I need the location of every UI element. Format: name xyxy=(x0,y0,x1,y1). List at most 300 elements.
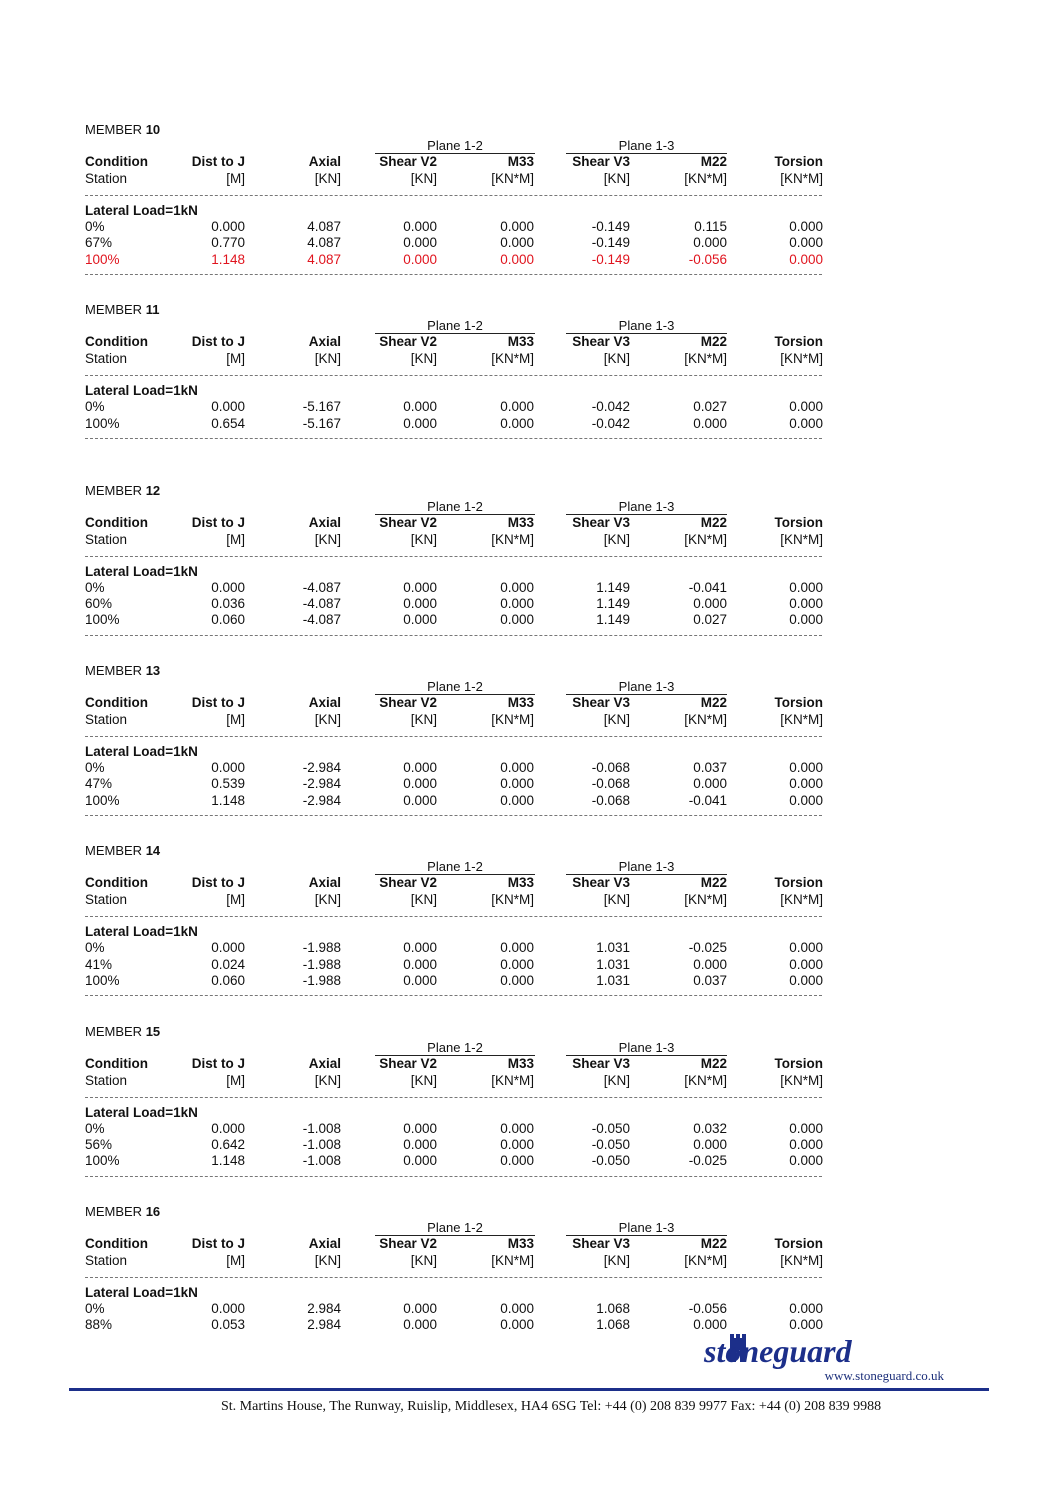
table-cell-v2: 0.000 xyxy=(403,1317,437,1333)
load-case-label: Lateral Load=1kN xyxy=(85,1284,198,1300)
table-cell-m33: 0.000 xyxy=(500,579,534,595)
column-header-cell: [KN*M] xyxy=(780,892,823,908)
table-cell-dist: 0.539 xyxy=(211,776,245,792)
column-header-cell: M33 xyxy=(507,1055,534,1071)
column-header-cell: M33 xyxy=(507,694,534,710)
column-header-cell: Shear V3 xyxy=(572,334,630,350)
table-cell-v2: 0.000 xyxy=(403,612,437,628)
table-cell-v3: -0.149 xyxy=(591,235,630,251)
column-header-cell: [KN*M] xyxy=(491,1252,534,1268)
column-header-cell: M22 xyxy=(700,1235,727,1251)
divider xyxy=(85,375,822,376)
column-header-cell: Shear V2 xyxy=(379,334,437,350)
table-cell-m33: 0.000 xyxy=(500,1153,534,1169)
column-header-cell: Torsion xyxy=(774,334,823,350)
column-header-cell: [KN*M] xyxy=(780,1072,823,1088)
column-header-cell: Shear V3 xyxy=(572,875,630,891)
column-header-cell: Dist to J xyxy=(191,334,245,350)
table-cell-station: 47% xyxy=(85,776,113,792)
table-cell-axial: -4.087 xyxy=(302,595,341,611)
table-cell-m22: -0.041 xyxy=(688,792,727,808)
plane-1-2-label: Plane 1-2 xyxy=(375,1220,535,1236)
column-header-cell: [KN] xyxy=(410,171,437,186)
table-cell-station: 0% xyxy=(85,1120,105,1136)
column-header-cell: [KN*M] xyxy=(684,171,727,186)
column-header-cell: [M] xyxy=(226,711,245,727)
table-cell-m22: 0.032 xyxy=(693,1120,727,1136)
table-cell-dist: 1.148 xyxy=(211,251,245,267)
table-cell-m22: 0.000 xyxy=(693,1317,727,1333)
table-cell-torsion: 0.000 xyxy=(789,612,823,628)
table-cell-torsion: 0.000 xyxy=(789,1120,823,1136)
table-cell-torsion: 0.000 xyxy=(789,956,823,972)
divider xyxy=(85,1097,822,1098)
divider xyxy=(85,736,822,737)
table-row xyxy=(85,957,825,973)
table-cell-m33: 0.000 xyxy=(500,1136,534,1152)
table-cell-v2: 0.000 xyxy=(403,1153,437,1169)
table-cell-station: 0% xyxy=(85,399,105,415)
column-header-cell: [KN] xyxy=(410,351,437,367)
member-block xyxy=(85,302,825,477)
table-cell-torsion: 0.000 xyxy=(789,972,823,988)
column-header-cell: Dist to J xyxy=(191,694,245,710)
column-header-cell: [KN*M] xyxy=(491,711,534,727)
table-cell-v3: 1.149 xyxy=(596,612,630,628)
plane-1-3-label: Plane 1-3 xyxy=(566,1220,727,1236)
column-header-cell: [KN*M] xyxy=(684,892,727,908)
column-header-cell: M33 xyxy=(507,334,534,350)
column-header-cell: Station xyxy=(85,351,128,367)
column-header-cell: [M] xyxy=(226,1252,245,1268)
column-header-cell: Axial xyxy=(308,514,341,530)
table-row xyxy=(85,760,825,776)
member-title xyxy=(85,1024,160,1039)
table-cell-dist: 0.000 xyxy=(211,759,245,775)
column-header-cell: Shear V3 xyxy=(572,1055,630,1071)
table-cell-m33: 0.000 xyxy=(500,399,534,415)
table-row xyxy=(85,793,825,809)
table-cell-v3: -0.050 xyxy=(591,1136,630,1152)
table-cell-torsion: 0.000 xyxy=(789,415,823,431)
table-cell-m33: 0.000 xyxy=(500,1120,534,1136)
table-cell-m33: 0.000 xyxy=(500,595,534,611)
table-row xyxy=(85,416,825,432)
column-header-row xyxy=(85,334,825,350)
column-header-cell: [M] xyxy=(226,1072,245,1088)
table-cell-axial: -1.008 xyxy=(302,1136,341,1152)
table-cell-torsion: 0.000 xyxy=(789,940,823,956)
column-header-cell: Shear V2 xyxy=(379,875,437,891)
column-header-cell: Shear V2 xyxy=(379,694,437,710)
column-header-cell: [KN*M] xyxy=(684,531,727,547)
member-number: 13 xyxy=(145,662,161,678)
table-cell-axial: 4.087 xyxy=(307,219,341,234)
table-cell-station: 100% xyxy=(85,792,120,808)
table-cell-v2: 0.000 xyxy=(403,1120,437,1136)
column-header-cell: Shear V3 xyxy=(572,694,630,710)
column-header-cell: [M] xyxy=(226,351,245,367)
column-header-cell: M33 xyxy=(507,154,534,169)
member-title xyxy=(85,483,160,498)
table-cell-dist: 0.654 xyxy=(211,415,245,431)
table-cell-dist: 0.060 xyxy=(211,972,245,988)
column-header-cell: Axial xyxy=(308,1235,341,1251)
column-units-row xyxy=(85,171,825,187)
table-cell-v3: -0.068 xyxy=(591,792,630,808)
plane-1-2-label: Plane 1-2 xyxy=(375,1040,535,1056)
table-cell-m33: 0.000 xyxy=(500,1300,534,1316)
member-label: MEMBER xyxy=(85,302,143,318)
table-cell-torsion: 0.000 xyxy=(789,235,823,251)
table-cell-m22: -0.056 xyxy=(688,1300,727,1316)
member-number: 16 xyxy=(145,1203,161,1219)
member-title xyxy=(85,122,160,137)
table-cell-station: 0% xyxy=(85,1300,105,1316)
table-cell-dist: 0.060 xyxy=(211,612,245,628)
member-block xyxy=(85,122,825,297)
table-cell-v3: 1.149 xyxy=(596,595,630,611)
divider xyxy=(85,1176,822,1177)
column-units-row xyxy=(85,532,825,548)
table-cell-m22: 0.037 xyxy=(693,972,727,988)
column-header-cell: Station xyxy=(85,1072,128,1088)
table-cell-v3: -0.050 xyxy=(591,1120,630,1136)
table-cell-dist: 0.000 xyxy=(211,219,245,234)
table-cell-station: 100% xyxy=(85,415,120,431)
table-cell-m22: -0.056 xyxy=(688,251,727,267)
table-cell-m33: 0.000 xyxy=(500,776,534,792)
table-cell-m33: 0.000 xyxy=(500,251,534,267)
column-header-row xyxy=(85,154,825,170)
column-header-cell: [KN] xyxy=(314,531,341,547)
column-header-cell: Dist to J xyxy=(191,875,245,891)
column-header-cell: Torsion xyxy=(774,154,823,169)
table-row xyxy=(85,973,825,989)
column-header-cell: Shear V2 xyxy=(379,1235,437,1251)
table-cell-m33: 0.000 xyxy=(500,792,534,808)
column-header-cell: [KN] xyxy=(603,1252,630,1268)
table-cell-torsion: 0.000 xyxy=(789,219,823,234)
table-cell-m22: 0.000 xyxy=(693,776,727,792)
load-case-label: Lateral Load=1kN xyxy=(85,563,198,579)
table-cell-dist: 0.000 xyxy=(211,1120,245,1136)
table-cell-v3: -0.149 xyxy=(591,251,630,267)
column-header-cell: [KN*M] xyxy=(780,711,823,727)
member-label: MEMBER xyxy=(85,662,143,678)
table-cell-v3: -0.068 xyxy=(591,759,630,775)
table-cell-m22: -0.025 xyxy=(688,940,727,956)
table-cell-station: 100% xyxy=(85,612,120,628)
table-cell-v2: 0.000 xyxy=(403,399,437,415)
table-cell-station: 0% xyxy=(85,219,105,234)
plane-1-2-label: Plane 1-2 xyxy=(375,138,535,154)
table-cell-axial: -5.167 xyxy=(302,415,341,431)
column-header-cell: [KN*M] xyxy=(780,1252,823,1268)
column-header-cell: Station xyxy=(85,171,128,186)
column-header-cell: M22 xyxy=(700,694,727,710)
table-cell-v2: 0.000 xyxy=(403,219,437,234)
table-row xyxy=(85,1301,825,1317)
table-cell-v2: 0.000 xyxy=(403,940,437,956)
column-units-row xyxy=(85,712,825,728)
table-cell-station: 100% xyxy=(85,251,120,267)
table-cell-dist: 0.024 xyxy=(211,956,245,972)
table-cell-torsion: 0.000 xyxy=(789,776,823,792)
plane-1-2-label: Plane 1-2 xyxy=(375,859,535,875)
column-header-cell: Axial xyxy=(308,694,341,710)
column-header-cell: Torsion xyxy=(774,1235,823,1251)
column-header-row xyxy=(85,875,825,891)
column-header-cell: Dist to J xyxy=(191,154,245,169)
column-units-row xyxy=(85,351,825,367)
table-cell-v2: 0.000 xyxy=(403,972,437,988)
column-header-cell: M22 xyxy=(700,875,727,891)
table-cell-torsion: 0.000 xyxy=(789,595,823,611)
divider xyxy=(85,195,822,196)
table-row xyxy=(85,399,825,415)
column-header-row xyxy=(85,515,825,531)
load-case-label: Lateral Load=1kN xyxy=(85,743,198,759)
table-cell-v2: 0.000 xyxy=(403,251,437,267)
table-cell-m22: -0.025 xyxy=(688,1153,727,1169)
member-number: 15 xyxy=(145,1023,161,1039)
column-header-cell: Shear V2 xyxy=(379,154,437,169)
table-cell-dist: 0.000 xyxy=(211,579,245,595)
table-cell-v2: 0.000 xyxy=(403,776,437,792)
column-header-cell: [KN*M] xyxy=(491,171,534,186)
table-cell-v2: 0.000 xyxy=(403,415,437,431)
column-header-row xyxy=(85,1236,825,1252)
column-header-cell: Station xyxy=(85,711,128,727)
table-cell-v2: 0.000 xyxy=(403,956,437,972)
column-header-cell: Station xyxy=(85,892,128,908)
member-label: MEMBER xyxy=(85,1023,143,1039)
table-cell-v2: 0.000 xyxy=(403,579,437,595)
member-number: 10 xyxy=(145,122,161,137)
column-header-cell: [KN*M] xyxy=(780,351,823,367)
member-block xyxy=(85,663,825,838)
table-cell-v3: 1.068 xyxy=(596,1317,630,1333)
column-header-cell: M33 xyxy=(507,875,534,891)
plane-1-2-label: Plane 1-2 xyxy=(375,499,535,515)
table-cell-axial: -4.087 xyxy=(302,579,341,595)
column-header-cell: Dist to J xyxy=(191,514,245,530)
table-cell-torsion: 0.000 xyxy=(789,792,823,808)
column-header-cell: Shear V3 xyxy=(572,1235,630,1251)
table-cell-v3: -0.042 xyxy=(591,399,630,415)
table-cell-axial: 2.984 xyxy=(307,1317,341,1333)
table-cell-dist: 0.770 xyxy=(211,235,245,251)
table-cell-m33: 0.000 xyxy=(500,956,534,972)
column-header-cell: [KN] xyxy=(603,351,630,367)
member-number: 12 xyxy=(145,482,161,498)
column-header-cell: Axial xyxy=(308,1055,341,1071)
table-cell-dist: 0.036 xyxy=(211,595,245,611)
column-header-cell: [KN] xyxy=(314,1252,341,1268)
column-header-cell: M22 xyxy=(700,514,727,530)
column-header-cell: Shear V3 xyxy=(572,514,630,530)
company-address: St. Martins House, The Runway, Ruislip, Middlesex, HA4 6SG Tel: +44 (0) 208 839 9977 Fax: +44 (0) 208 839 9988 xyxy=(221,1399,882,1414)
column-header-cell: [M] xyxy=(226,531,245,547)
table-cell-axial: -1.988 xyxy=(302,940,341,956)
column-header-cell: Shear V3 xyxy=(572,154,630,169)
column-header-cell: Torsion xyxy=(774,514,823,530)
table-cell-station: 60% xyxy=(85,595,113,611)
divider xyxy=(85,556,822,557)
table-cell-station: 100% xyxy=(85,972,120,988)
table-cell-m22: 0.000 xyxy=(693,956,727,972)
column-header-cell: [M] xyxy=(226,171,245,186)
divider xyxy=(85,815,822,816)
table-cell-dist: 1.148 xyxy=(211,1153,245,1169)
load-case-label: Lateral Load=1kN xyxy=(85,383,198,399)
table-cell-m22: 0.000 xyxy=(693,1136,727,1152)
table-cell-m22: 0.000 xyxy=(693,415,727,431)
table-cell-station: 100% xyxy=(85,1153,120,1169)
table-cell-station: 56% xyxy=(85,1136,113,1152)
table-cell-m22: 0.027 xyxy=(693,612,727,628)
table-cell-m22: -0.041 xyxy=(688,579,727,595)
logo-wordmark: stoneguard xyxy=(704,1333,852,1369)
plane-1-3-label: Plane 1-3 xyxy=(566,318,727,334)
table-cell-torsion: 0.000 xyxy=(789,1317,823,1333)
column-header-cell: [KN*M] xyxy=(491,351,534,367)
table-cell-axial: -5.167 xyxy=(302,399,341,415)
load-case-label: Lateral Load=1kN xyxy=(85,924,198,940)
table-row xyxy=(85,596,825,612)
table-cell-v3: 1.031 xyxy=(596,956,630,972)
column-header-cell: [KN] xyxy=(314,892,341,908)
column-header-cell: [KN*M] xyxy=(491,531,534,547)
plane-1-3-label: Plane 1-3 xyxy=(566,499,727,515)
table-cell-dist: 0.053 xyxy=(211,1317,245,1333)
column-header-cell: [KN] xyxy=(410,1252,437,1268)
table-cell-v3: 1.031 xyxy=(596,940,630,956)
website-link[interactable]: www.stoneguard.co.uk xyxy=(824,1368,944,1383)
column-header-cell: Axial xyxy=(308,334,341,350)
column-header-cell: [KN*M] xyxy=(491,892,534,908)
plane-1-3-label: Plane 1-3 xyxy=(566,679,727,695)
column-header-cell: M33 xyxy=(507,1235,534,1251)
table-cell-station: 0% xyxy=(85,759,105,775)
column-units-row xyxy=(85,1253,825,1269)
member-number: 14 xyxy=(145,843,161,859)
column-header-cell: Torsion xyxy=(774,875,823,891)
table-cell-m22: 0.027 xyxy=(693,399,727,415)
table-cell-axial: -1.008 xyxy=(302,1153,341,1169)
column-header-cell: Condition xyxy=(85,1055,148,1071)
table-row xyxy=(85,1153,825,1169)
table-cell-dist: 0.000 xyxy=(211,399,245,415)
column-header-cell: [KN*M] xyxy=(684,1072,727,1088)
table-row xyxy=(85,612,825,628)
table-cell-m22: 0.000 xyxy=(693,235,727,251)
table-cell-m22: 0.037 xyxy=(693,759,727,775)
table-cell-dist: 0.642 xyxy=(211,1136,245,1152)
table-cell-dist: 0.000 xyxy=(211,1300,245,1316)
column-header-cell: Condition xyxy=(85,154,148,169)
table-row xyxy=(85,235,825,251)
column-header-cell: Dist to J xyxy=(191,1055,245,1071)
column-header-cell: Shear V2 xyxy=(379,1055,437,1071)
column-header-cell: Condition xyxy=(85,1235,148,1251)
column-header-cell: [KN] xyxy=(314,1072,341,1088)
table-cell-station: 88% xyxy=(85,1317,113,1333)
column-header-cell: [KN] xyxy=(603,892,630,908)
table-row xyxy=(85,219,825,235)
table-cell-m33: 0.000 xyxy=(500,940,534,956)
table-cell-m33: 0.000 xyxy=(500,972,534,988)
column-header-cell: Station xyxy=(85,1252,128,1268)
divider xyxy=(85,1277,822,1278)
table-cell-m33: 0.000 xyxy=(500,219,534,234)
column-header-cell: Condition xyxy=(85,514,148,530)
divider xyxy=(85,274,822,275)
column-header-cell: Axial xyxy=(308,154,341,169)
table-cell-v3: 1.031 xyxy=(596,972,630,988)
column-header-cell: [KN] xyxy=(410,892,437,908)
table-row xyxy=(85,1121,825,1137)
table-cell-axial: 4.087 xyxy=(307,235,341,251)
column-header-row xyxy=(85,695,825,711)
table-cell-m33: 0.000 xyxy=(500,759,534,775)
column-units-row xyxy=(85,892,825,908)
table-cell-station: 0% xyxy=(85,579,105,595)
member-block xyxy=(85,1024,825,1199)
column-header-cell: [KN] xyxy=(603,1072,630,1088)
column-header-cell: [KN*M] xyxy=(780,171,823,186)
table-cell-v3: -0.149 xyxy=(591,219,630,234)
member-title xyxy=(85,663,160,678)
table-cell-m22: 0.000 xyxy=(693,595,727,611)
divider xyxy=(85,916,822,917)
member-block xyxy=(85,483,825,658)
table-cell-m33: 0.000 xyxy=(500,415,534,431)
column-header-cell: [KN] xyxy=(603,531,630,547)
table-cell-axial: -2.984 xyxy=(302,759,341,775)
column-header-cell: Condition xyxy=(85,334,148,350)
column-header-cell: [KN*M] xyxy=(684,711,727,727)
column-header-cell: [KN] xyxy=(410,1072,437,1088)
column-header-cell: [M] xyxy=(226,892,245,908)
column-header-cell: Torsion xyxy=(774,1055,823,1071)
table-cell-v2: 0.000 xyxy=(403,1136,437,1152)
column-units-row xyxy=(85,1073,825,1089)
table-cell-axial: -2.984 xyxy=(302,792,341,808)
plane-1-3-label: Plane 1-3 xyxy=(566,138,727,154)
plane-1-3-label: Plane 1-3 xyxy=(566,1040,727,1056)
member-label: MEMBER xyxy=(85,1203,143,1219)
table-row xyxy=(85,252,825,268)
table-row xyxy=(85,580,825,596)
table-row xyxy=(85,776,825,792)
table-cell-torsion: 0.000 xyxy=(789,759,823,775)
column-header-cell: Condition xyxy=(85,875,148,891)
divider xyxy=(85,635,822,636)
table-cell-axial: 4.087 xyxy=(307,251,341,267)
load-case-label: Lateral Load=1kN xyxy=(85,1104,198,1120)
table-cell-dist: 1.148 xyxy=(211,792,245,808)
column-header-cell: [KN] xyxy=(314,711,341,727)
table-cell-m33: 0.000 xyxy=(500,612,534,628)
table-cell-torsion: 0.000 xyxy=(789,399,823,415)
table-cell-v3: 1.068 xyxy=(596,1300,630,1316)
column-header-cell: [KN] xyxy=(410,531,437,547)
table-cell-axial: -4.087 xyxy=(302,612,341,628)
plane-1-3-label: Plane 1-3 xyxy=(566,859,727,875)
table-row xyxy=(85,940,825,956)
